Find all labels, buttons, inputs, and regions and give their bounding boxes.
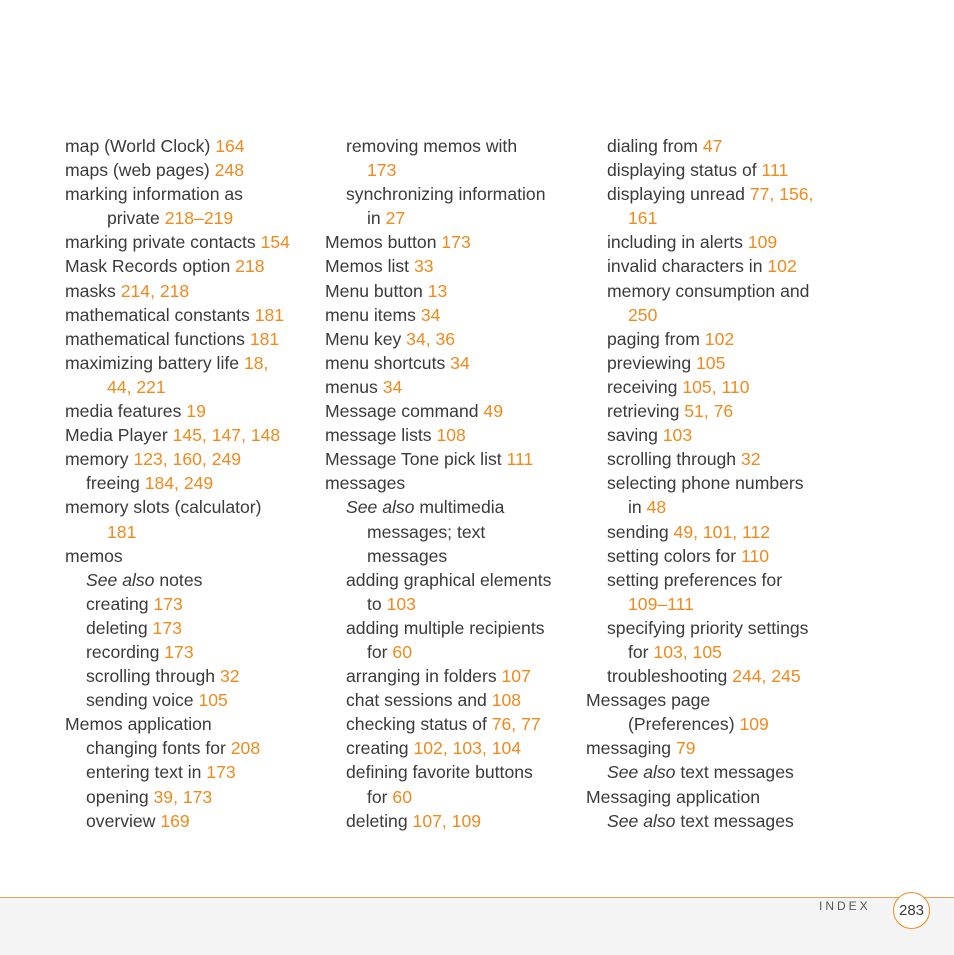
- index-entry: [65, 785, 315, 809]
- index-entry: [325, 520, 577, 544]
- index-entry: [586, 760, 836, 784]
- entry-term: menus: [325, 376, 383, 397]
- entry-term: menu shortcuts: [325, 352, 451, 373]
- entry-term: masks: [65, 280, 121, 301]
- index-entry: [325, 399, 577, 423]
- index-entry: [325, 712, 577, 736]
- entry-term: mathematical constants: [65, 304, 255, 325]
- entry-term: saving: [607, 425, 663, 446]
- page-reference-link[interactable]: 49: [483, 401, 503, 422]
- entry-term: deleting: [86, 617, 153, 638]
- index-entry: [325, 327, 577, 351]
- page-reference-link[interactable]: 173: [441, 232, 471, 253]
- page-reference-link[interactable]: 105: [696, 352, 726, 373]
- index-column-2: [325, 134, 577, 833]
- entry-term: dialing from: [607, 136, 703, 156]
- index-entry: [586, 206, 836, 230]
- page-reference-link[interactable]: 44, 221: [107, 376, 166, 397]
- entry-term: messaging: [586, 738, 676, 759]
- entry-term: Message Tone pick list: [325, 449, 507, 470]
- page-reference-link[interactable]: 181: [249, 328, 280, 349]
- entry-term: messages: [325, 473, 406, 494]
- page-reference-link[interactable]: 173: [164, 641, 194, 662]
- page-reference-link[interactable]: 34: [450, 352, 470, 373]
- entry-term: retrieving: [607, 401, 685, 422]
- entry-term: Mask Records option: [65, 256, 236, 277]
- index-entry: [65, 182, 315, 206]
- index-entry: [65, 809, 315, 833]
- index-entry: [325, 351, 577, 375]
- index-entry: [325, 303, 577, 327]
- entry-term: (Preferences): [628, 714, 740, 735]
- index-entry: [325, 423, 577, 447]
- entry-term: maximizing battery life: [65, 352, 244, 373]
- index-entry: [586, 568, 836, 592]
- index-entry: [65, 688, 315, 712]
- entry-term: adding graphical elements: [346, 569, 552, 590]
- page-reference-link[interactable]: 108: [436, 425, 466, 446]
- page-reference-link[interactable]: 173: [367, 160, 397, 181]
- entry-term: to: [367, 593, 387, 614]
- index-entry: [65, 760, 315, 784]
- entry-term: Memos application: [65, 714, 212, 735]
- page-reference-link[interactable]: 173: [152, 617, 182, 638]
- see-also-label: See also: [607, 762, 681, 783]
- page-reference-link[interactable]: 181: [107, 521, 137, 542]
- index-entry: [325, 640, 577, 664]
- index-entry: [325, 785, 577, 809]
- index-entry: [586, 592, 836, 616]
- page-reference-link[interactable]: 154: [260, 232, 290, 253]
- entry-term: memos: [65, 545, 123, 566]
- entry-term: opening: [86, 786, 154, 807]
- entry-term: changing fonts for: [86, 738, 231, 759]
- index-entry: [325, 495, 577, 519]
- page-reference-link[interactable]: 105: [198, 690, 228, 711]
- index-entry: [586, 158, 836, 182]
- entry-term: messages: [367, 545, 448, 566]
- index-entry: [586, 399, 836, 423]
- page-reference-link[interactable]: 18,: [243, 352, 269, 373]
- entry-term: text messages: [680, 762, 794, 783]
- page-reference-link[interactable]: 32: [740, 449, 761, 470]
- entry-term: in: [367, 208, 386, 229]
- entry-term: overview: [86, 810, 161, 831]
- page-reference-link[interactable]: 32: [219, 666, 240, 687]
- index-entry: [65, 616, 315, 640]
- page-reference-link[interactable]: 34, 36: [406, 328, 456, 349]
- index-entry: [65, 495, 315, 519]
- page-reference-link[interactable]: 33: [413, 256, 434, 277]
- page-reference-link[interactable]: 161: [628, 208, 658, 229]
- page-reference-link[interactable]: 181: [254, 304, 285, 325]
- page-reference-link[interactable]: 60: [392, 641, 412, 662]
- entry-term: arranging in folders: [346, 666, 502, 687]
- index-entry: [325, 447, 577, 471]
- entry-term: multimedia: [419, 497, 505, 518]
- entry-term: removing memos with: [346, 136, 518, 156]
- page-reference-link[interactable]: 208: [230, 738, 261, 759]
- index-entry: [65, 399, 315, 423]
- entry-term: text messages: [680, 810, 794, 831]
- index-entry: [325, 158, 577, 182]
- index-entry: [65, 375, 315, 399]
- index-entry: [65, 254, 315, 278]
- index-entry: [325, 616, 577, 640]
- index-entry: [586, 640, 836, 664]
- index-entry: [586, 327, 836, 351]
- index-entry: [325, 544, 577, 568]
- entry-term: setting preferences for: [607, 569, 783, 590]
- entry-term: Memos list: [325, 256, 414, 277]
- entry-term: displaying unread: [607, 184, 750, 205]
- index-entry: [325, 254, 577, 278]
- page-reference-link[interactable]: 164: [215, 136, 245, 156]
- index-entry: [586, 182, 836, 206]
- index-entry: [65, 520, 315, 544]
- page-reference-link[interactable]: 109: [739, 714, 769, 735]
- index-entry: [325, 206, 577, 230]
- entry-term: Menu button: [325, 280, 428, 301]
- page-reference-link[interactable]: 173: [153, 593, 183, 614]
- entry-term: displaying status of: [607, 160, 762, 181]
- entry-term: marking private contacts: [65, 232, 261, 253]
- page-reference-link[interactable]: 19: [186, 401, 206, 422]
- entry-term: memory: [65, 449, 134, 470]
- index-entry: [65, 712, 315, 736]
- page-reference-link[interactable]: 39, 173: [153, 786, 213, 807]
- index-entry: [325, 760, 577, 784]
- page-reference-link[interactable]: 110: [740, 545, 770, 566]
- page-reference-link[interactable]: 76, 77: [491, 714, 541, 735]
- page-reference-link[interactable]: 102: [767, 256, 797, 277]
- entry-term: memory slots (calculator): [65, 497, 262, 518]
- entry-term: specifying priority settings: [607, 617, 809, 638]
- entry-term: selecting phone numbers: [607, 473, 804, 494]
- index-entry: [586, 736, 836, 760]
- entry-term: messages; text: [367, 521, 486, 542]
- entry-term: mathematical functions: [65, 328, 250, 349]
- entry-term: deleting: [346, 810, 413, 831]
- page-reference-link[interactable]: 105, 110: [682, 376, 750, 397]
- index-entry: [65, 664, 315, 688]
- index-entry: [65, 230, 315, 254]
- index-entry: [586, 664, 836, 688]
- index-entry: [65, 423, 315, 447]
- entry-term: receiving: [607, 376, 683, 397]
- index-entry: [325, 592, 577, 616]
- index-entry: [586, 134, 836, 158]
- index-entry: [586, 375, 836, 399]
- index-entry: [586, 351, 836, 375]
- index-entry: [65, 544, 315, 568]
- index-entry: [586, 616, 836, 640]
- index-entry: [325, 279, 577, 303]
- page-reference-link[interactable]: 109: [747, 232, 778, 253]
- index-entry: [325, 182, 577, 206]
- entry-term: adding multiple recipients: [346, 617, 545, 638]
- page-reference-link[interactable]: 51, 76: [684, 401, 734, 422]
- entry-term: private: [107, 208, 165, 229]
- entry-term: sending voice: [86, 690, 199, 711]
- page-reference-link[interactable]: 169: [160, 810, 190, 831]
- footer-section-label: INDEX: [819, 899, 871, 913]
- index-entry: [586, 254, 836, 278]
- see-also-label: See also: [607, 810, 681, 831]
- index-entry: [325, 568, 577, 592]
- page-reference-link[interactable]: 102, 103, 104: [413, 738, 522, 759]
- entry-term: paging from: [607, 328, 705, 349]
- entry-term: Messaging application: [586, 786, 761, 807]
- index-entry: [586, 688, 836, 712]
- index-entry: [65, 327, 315, 351]
- index-entry: [586, 544, 836, 568]
- page-reference-link[interactable]: 102: [704, 328, 735, 349]
- entry-term: checking status of: [346, 714, 492, 735]
- index-entry: [325, 471, 577, 495]
- page-reference-link[interactable]: 60: [392, 786, 412, 807]
- page-reference-link[interactable]: 123, 160, 249: [133, 449, 242, 470]
- page-reference-link[interactable]: 173: [206, 762, 236, 783]
- entry-term: scrolling through: [86, 666, 220, 687]
- entry-term: for: [628, 641, 654, 662]
- page-reference-link[interactable]: 27: [385, 208, 406, 229]
- index-entry: [586, 230, 836, 254]
- entry-term: invalid characters in: [607, 256, 768, 277]
- index-entry: [325, 375, 577, 399]
- entry-term: chat sessions and: [346, 690, 492, 711]
- page-reference-link[interactable]: 79: [675, 738, 696, 759]
- entry-term: freeing: [86, 473, 145, 494]
- entry-term: Message command: [325, 401, 484, 422]
- entry-term: for: [367, 786, 393, 807]
- entry-term: synchronizing information: [346, 184, 546, 205]
- page-reference-link[interactable]: 218: [235, 256, 265, 277]
- entry-term: Messages page: [586, 690, 711, 711]
- page-reference-link[interactable]: 34: [382, 376, 403, 397]
- index-entry: [586, 471, 836, 495]
- page-reference-link[interactable]: 103, 105: [653, 641, 722, 662]
- page-reference-link[interactable]: 77, 156,: [749, 184, 814, 205]
- entry-term: map (World Clock): [65, 136, 216, 156]
- index-entry: [65, 351, 315, 375]
- entry-term: troubleshooting: [607, 666, 733, 687]
- page-reference-link[interactable]: 218–219: [164, 208, 234, 229]
- entry-term: memory consumption and: [607, 280, 810, 301]
- page-reference-link[interactable]: 107, 109: [412, 810, 482, 831]
- index-entry: [65, 471, 315, 495]
- entry-term: in: [628, 497, 647, 518]
- index-entry: [325, 688, 577, 712]
- index-entry: [325, 230, 577, 254]
- index-entry: [325, 809, 577, 833]
- see-also-label: See also: [86, 569, 160, 590]
- entry-term: media features: [65, 401, 187, 422]
- index-entry: [65, 736, 315, 760]
- entry-term: marking information as: [65, 184, 243, 205]
- index-entry: [65, 568, 315, 592]
- index-column-1: [65, 134, 315, 833]
- page-reference-link[interactable]: 103: [662, 425, 693, 446]
- index-entry: [325, 134, 577, 158]
- index-entry: [65, 303, 315, 327]
- index-entry: [586, 712, 836, 736]
- entry-term: including in alerts: [607, 232, 748, 253]
- index-entry: [586, 423, 836, 447]
- entry-term: creating: [86, 593, 154, 614]
- page-reference-link[interactable]: 103: [386, 593, 416, 614]
- index-entry: [65, 206, 315, 230]
- page-reference-link[interactable]: 248: [214, 160, 244, 181]
- index-entry: [325, 736, 577, 760]
- page-reference-link[interactable]: 145, 147, 148: [172, 425, 281, 446]
- index-entry: [65, 279, 315, 303]
- page-reference-link[interactable]: 111: [506, 449, 534, 470]
- entry-term: for: [367, 641, 393, 662]
- entry-term: menu items: [325, 304, 421, 325]
- page-reference-link[interactable]: 107: [501, 666, 531, 687]
- entry-term: entering text in: [86, 762, 207, 783]
- page-reference-link[interactable]: 244, 245: [732, 666, 801, 687]
- entry-term: notes: [159, 569, 203, 590]
- page-reference-link[interactable]: 109–111: [628, 593, 694, 614]
- entry-term: previewing: [607, 352, 696, 373]
- page-reference-link[interactable]: 184, 249: [144, 473, 214, 494]
- index-entry: [65, 158, 315, 182]
- entry-term: defining favorite buttons: [346, 762, 533, 783]
- entry-term: message lists: [325, 425, 437, 446]
- page-reference-link[interactable]: 34: [420, 304, 441, 325]
- entry-term: Memos button: [325, 232, 442, 253]
- entry-term: setting colors for: [607, 545, 741, 566]
- index-entry: [586, 279, 836, 303]
- page-reference-link[interactable]: 48: [646, 497, 667, 518]
- page-reference-link[interactable]: 47: [702, 136, 723, 156]
- entry-term: maps (web pages): [65, 160, 215, 181]
- index-entry: [586, 520, 836, 544]
- page-reference-link[interactable]: 108: [491, 690, 522, 711]
- index-entry: [65, 134, 315, 158]
- page-reference-link[interactable]: 250: [628, 304, 658, 325]
- entry-term: Menu key: [325, 328, 407, 349]
- footer-band: [0, 897, 954, 955]
- entry-term: Media Player: [65, 425, 173, 446]
- see-also-label: See also: [346, 497, 420, 518]
- entry-term: creating: [346, 738, 414, 759]
- index-entry: [586, 447, 836, 471]
- index-entry: [586, 495, 836, 519]
- index-entry: [65, 592, 315, 616]
- page-reference-link[interactable]: 13: [427, 280, 448, 301]
- index-entry: [586, 303, 836, 327]
- index-entry: [586, 785, 836, 809]
- page-reference-link[interactable]: 214, 218: [120, 280, 190, 301]
- entry-term: recording: [86, 641, 165, 662]
- index-entry: [325, 664, 577, 688]
- index-entry: [65, 447, 315, 471]
- entry-term: scrolling through: [607, 449, 741, 470]
- page-reference-link[interactable]: 49, 101, 112: [673, 521, 771, 542]
- index-column-3: [586, 134, 836, 833]
- page-number: 283: [893, 892, 930, 929]
- entry-term: sending: [607, 521, 674, 542]
- index-entry: [65, 640, 315, 664]
- page-reference-link[interactable]: 111: [761, 160, 789, 181]
- index-entry: [586, 809, 836, 833]
